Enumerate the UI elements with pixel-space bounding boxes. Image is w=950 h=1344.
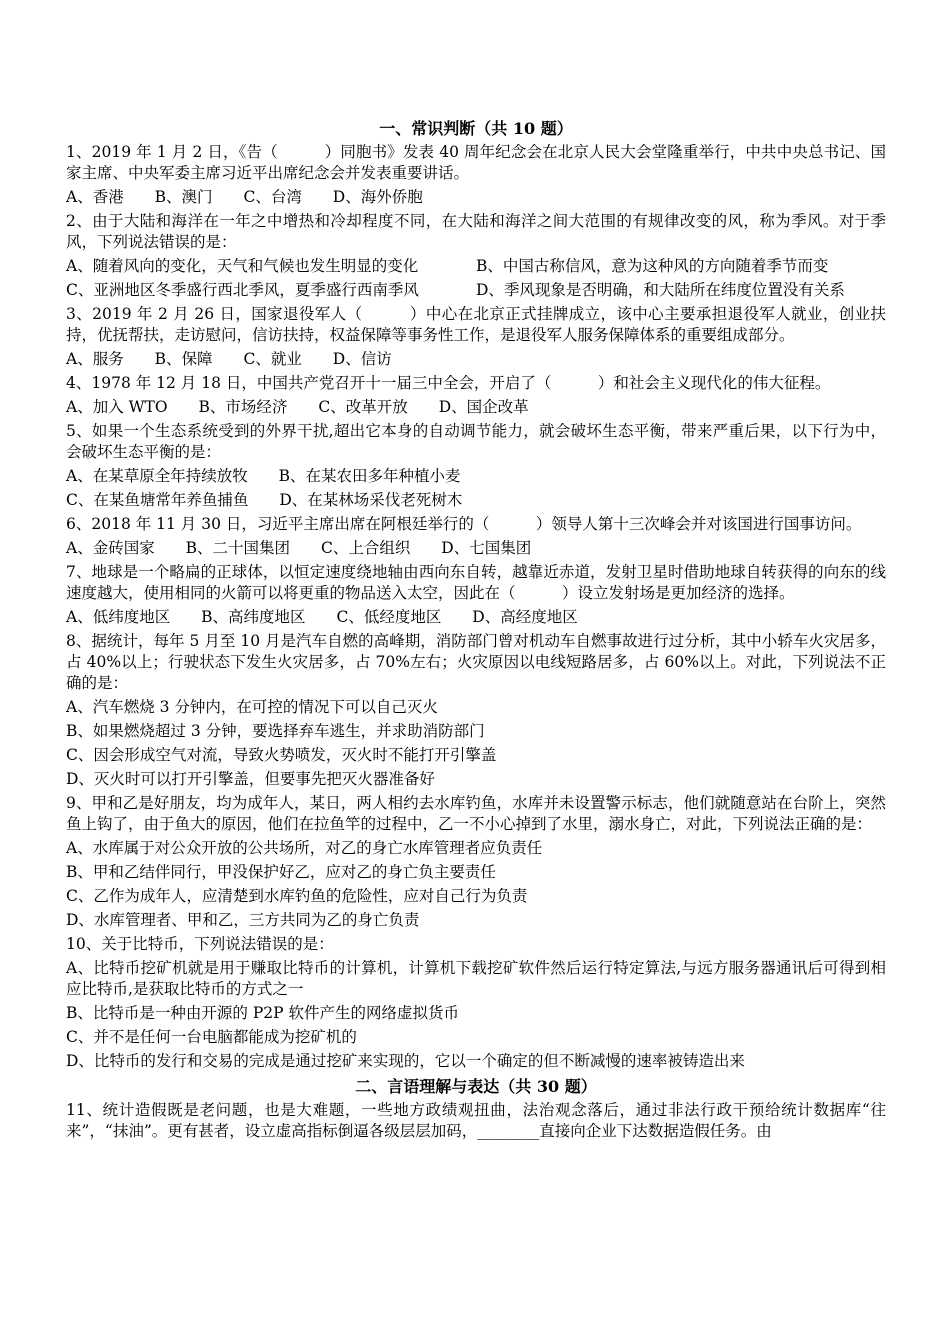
question-stem: 8、据统计，每年 5 月至 10 月是汽车自燃的高峰期，消防部门曾对机动车自燃事故进行过分析，其中小轿车火灾居多，占 40%以上；行驶状态下发生火灾居多，占 70%左右；火灾原因以电线短路居多，占 60%以上。对此，下列说法不正确的是：	[66, 632, 886, 692]
option-c: C、改革开放	[318, 398, 408, 416]
option-c: C、台湾	[243, 188, 302, 206]
question-stem: 7、地球是一个略扁的正球体，以恒定速度绕地轴由西向东自转，越靠近赤道，发射卫星时借助地球自转获得的向东的线速度越大，使用相同的火箭可以将更重的物品送入太空，因此在（ ）设立发射场是更加经济的选择。	[66, 563, 886, 602]
question-1	[66, 142, 886, 208]
option-row	[66, 187, 886, 208]
option-a: A、加入 WTO	[66, 398, 168, 416]
question-3	[66, 304, 886, 370]
option-a: A、在某草原全年持续放牧	[66, 467, 248, 485]
option-c: C、因会形成空气对流，导致火势喷发，灭火时不能打开引擎盖	[66, 746, 497, 764]
question-8	[66, 631, 886, 790]
option-d: D、在某林场采伐老死树木	[279, 491, 463, 509]
option-a: A、香港	[66, 188, 124, 206]
question-stem: 5、如果一个生态系统受到的外界干扰,超出它本身的自动调节能力，就会破坏生态平衡，带来严重后果，以下行为中，会破坏生态平衡的是：	[66, 422, 886, 461]
question-stem: 11、统计造假既是老问题，也是大难题，一些地方政绩观扭曲，法治观念落后，通过非法行政干预给统计数据库“往来”，“抹油”。更有甚者，设立虚高指标倒逼各级层层加码，________直接向企业下达数据造假任务。由	[66, 1101, 886, 1140]
option-d: D、比特币的发行和交易的完成是通过挖矿来实现的，它以一个确定的但不断减慢的速率被铸造出来	[66, 1052, 745, 1070]
option-b: B、二十国集团	[185, 539, 291, 557]
option-a: A、金砖国家	[66, 539, 155, 557]
question-11	[66, 1100, 886, 1142]
option-b: B、如果燃烧超过 3 分钟，要选择弃车逃生，并求助消防部门	[66, 722, 485, 740]
option-a: A、服务	[66, 350, 124, 368]
option-a: A、汽车燃烧 3 分钟内，在可控的情况下可以自己灭火	[66, 698, 438, 716]
question-stem: 4、1978 年 12 月 18 日，中国共产党召开十一届三中全会，开启了（ ）和社会主义现代化的伟大征程。	[66, 374, 831, 392]
option-b: B、澳门	[154, 188, 213, 206]
option-a: A、比特币挖矿机就是用于赚取比特币的计算机，计算机下载挖矿软件然后运行特定算法,与远方服务器通讯后可得到相应比特币,是获取比特币的方式之一	[66, 959, 886, 998]
question-9	[66, 793, 886, 931]
option-c: C、在某鱼塘常年养鱼捕鱼	[66, 491, 249, 509]
question-stem: 3、2019 年 2 月 26 日，国家退役军人（ ）中心在北京正式挂牌成立，该中心主要承担退役军人就业，创业扶持，优抚帮扶，走访慰问，信访扶持，权益保障等事务性工作，是退役军人服务保障体系的重要组成部分。	[66, 305, 886, 344]
exam-page	[66, 114, 886, 1145]
option-b: B、高纬度地区	[201, 608, 306, 626]
question-stem: 9、甲和乙是好朋友，均为成年人，某日，两人相约去水库钓鱼，水库并未设置警示标志，他们就随意站在台阶上，突然鱼上钩了，由于鱼大的原因，他们在拉鱼竿的过程中，乙一不小心掉到了水里，溺水身亡，对此，下列说法正确的是：	[66, 794, 886, 833]
question-4	[66, 373, 886, 418]
question-7	[66, 562, 886, 628]
option-d: D、信访	[332, 350, 392, 368]
option-a: A、随着风向的变化，天气和气候也发生明显的变化	[66, 257, 419, 275]
question-6	[66, 514, 886, 559]
option-b: B、保障	[154, 350, 213, 368]
option-row	[66, 349, 886, 370]
option-d: D、高经度地区	[472, 608, 578, 626]
option-row	[66, 280, 886, 301]
option-row	[66, 256, 886, 277]
option-d: D、灭火时可以打开引擎盖，但要事先把灭火器准备好	[66, 770, 435, 788]
option-d: D、水库管理者、甲和乙，三方共同为乙的身亡负责	[66, 911, 420, 929]
question-stem: 2、由于大陆和海洋在一年之中增热和冷却程度不同，在大陆和海洋之间大范围的有规律改变的风，称为季风。对于季风，下列说法错误的是：	[66, 212, 886, 251]
option-b: B、甲和乙结伴同行，甲没保护好乙，应对乙的身亡负主要责任	[66, 863, 496, 881]
question-stem: 10、关于比特币，下列说法错误的是：	[66, 935, 334, 953]
question-10	[66, 934, 886, 1072]
option-c: C、乙作为成年人，应清楚到水库钓鱼的危险性，应对自己行为负责	[66, 887, 528, 905]
option-row	[66, 397, 886, 418]
section-title-verbal: 二、言语理解与表达（共 30 题）	[355, 1077, 597, 1096]
option-row	[66, 490, 886, 511]
option-d: D、季风现象是否明确，和大陆所在纬度位置没有关系	[476, 281, 845, 299]
option-row	[66, 538, 886, 559]
option-c: C、亚洲地区冬季盛行西北季风，夏季盛行西南季风	[66, 281, 419, 299]
question-5	[66, 421, 886, 511]
question-2	[66, 211, 886, 301]
option-b: B、在某农田多年种植小麦	[278, 467, 461, 485]
option-row	[66, 607, 886, 628]
option-b: B、比特币是一种由开源的 P2P 软件产生的网络虚拟货币	[66, 1004, 459, 1022]
option-c: C、低经度地区	[336, 608, 442, 626]
option-c: C、就业	[243, 350, 302, 368]
question-stem: 1、2019 年 1 月 2 日，《告（ ）同胞书》发表 40 周年纪念会在北京人民大会堂隆重举行，中共中央总书记、国家主席、中央军委主席习近平出席纪念会并发表重要讲话。	[66, 143, 886, 182]
option-a: A、低纬度地区	[66, 608, 171, 626]
option-d: D、七国集团	[441, 539, 532, 557]
question-stem: 6、2018 年 11 月 30 日，习近平主席出席在阿根廷举行的（ ）领导人第十三次峰会并对该国进行国事访问。	[66, 515, 862, 533]
option-a: A、水库属于对公众开放的公共场所，对乙的身亡水库管理者应负责任	[66, 839, 543, 857]
option-row	[66, 466, 886, 487]
option-c: C、并不是任何一台电脑都能成为挖矿机的	[66, 1028, 357, 1046]
option-b: B、市场经济	[198, 398, 288, 416]
option-d: D、海外侨胞	[332, 188, 423, 206]
section-title-common-sense: 一、常识判断（共 10 题）	[379, 119, 573, 138]
option-d: D、国企改革	[438, 398, 529, 416]
option-b: B、中国古称信风，意为这种风的方向随着季节而变	[476, 257, 829, 275]
option-c: C、上合组织	[320, 539, 411, 557]
